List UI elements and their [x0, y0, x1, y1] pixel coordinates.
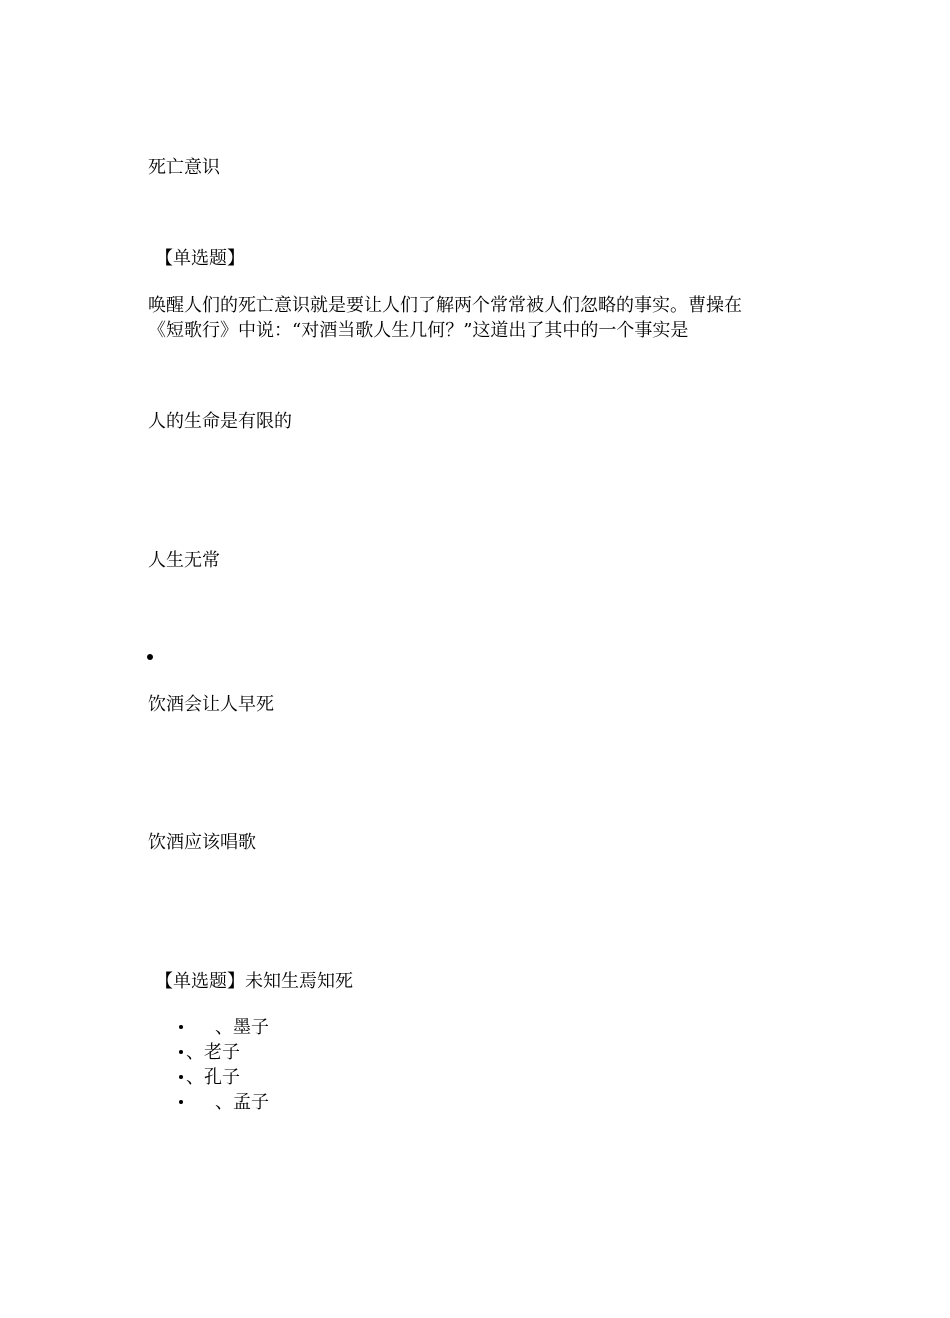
list-bullet-icon	[179, 1025, 183, 1029]
question2-header	[155, 970, 353, 994]
question2-option-c[interactable]	[186, 1066, 240, 1090]
question1-option-b[interactable]: 人生无常	[148, 550, 220, 571]
question1-text-line1: 唤醒人们的死亡意识就是要让人们了解两个常常被人们忽略的事实。曹操在	[148, 295, 742, 316]
question2-text: 未知生焉知死	[245, 971, 353, 992]
option-label: 墨子	[233, 1017, 269, 1038]
question1-option-a[interactable]: 人的生命是有限的	[148, 411, 292, 432]
option-marker: 、	[186, 1042, 204, 1063]
option-marker: 、	[215, 1017, 233, 1038]
list-bullet-icon	[179, 1075, 183, 1079]
question2-option-b[interactable]	[186, 1041, 240, 1065]
question2-option-d[interactable]	[215, 1091, 269, 1115]
question1-option-c[interactable]: 饮酒会让人早死	[148, 694, 274, 715]
question1-option-d[interactable]: 饮酒应该唱歌	[148, 832, 256, 853]
question1-text-line2: 《短歌行》中说：“对酒当歌人生几何？”这道出了其中的一个事实是	[148, 320, 689, 341]
question1-type-label: 【单选题】	[155, 248, 245, 269]
question2-type-label: 【单选题】	[155, 971, 245, 992]
list-bullet-icon	[179, 1100, 183, 1104]
option-label: 孟子	[233, 1092, 269, 1113]
section-title: 死亡意识	[148, 157, 220, 178]
list-bullet-icon	[179, 1050, 183, 1054]
option-label: 老子	[204, 1042, 240, 1063]
question1-text	[148, 293, 808, 343]
selected-bullet-icon	[147, 654, 153, 660]
option-label: 孔子	[204, 1067, 240, 1088]
question2-option-a[interactable]	[215, 1016, 269, 1040]
option-marker: 、	[186, 1067, 204, 1088]
option-marker: 、	[215, 1092, 233, 1113]
